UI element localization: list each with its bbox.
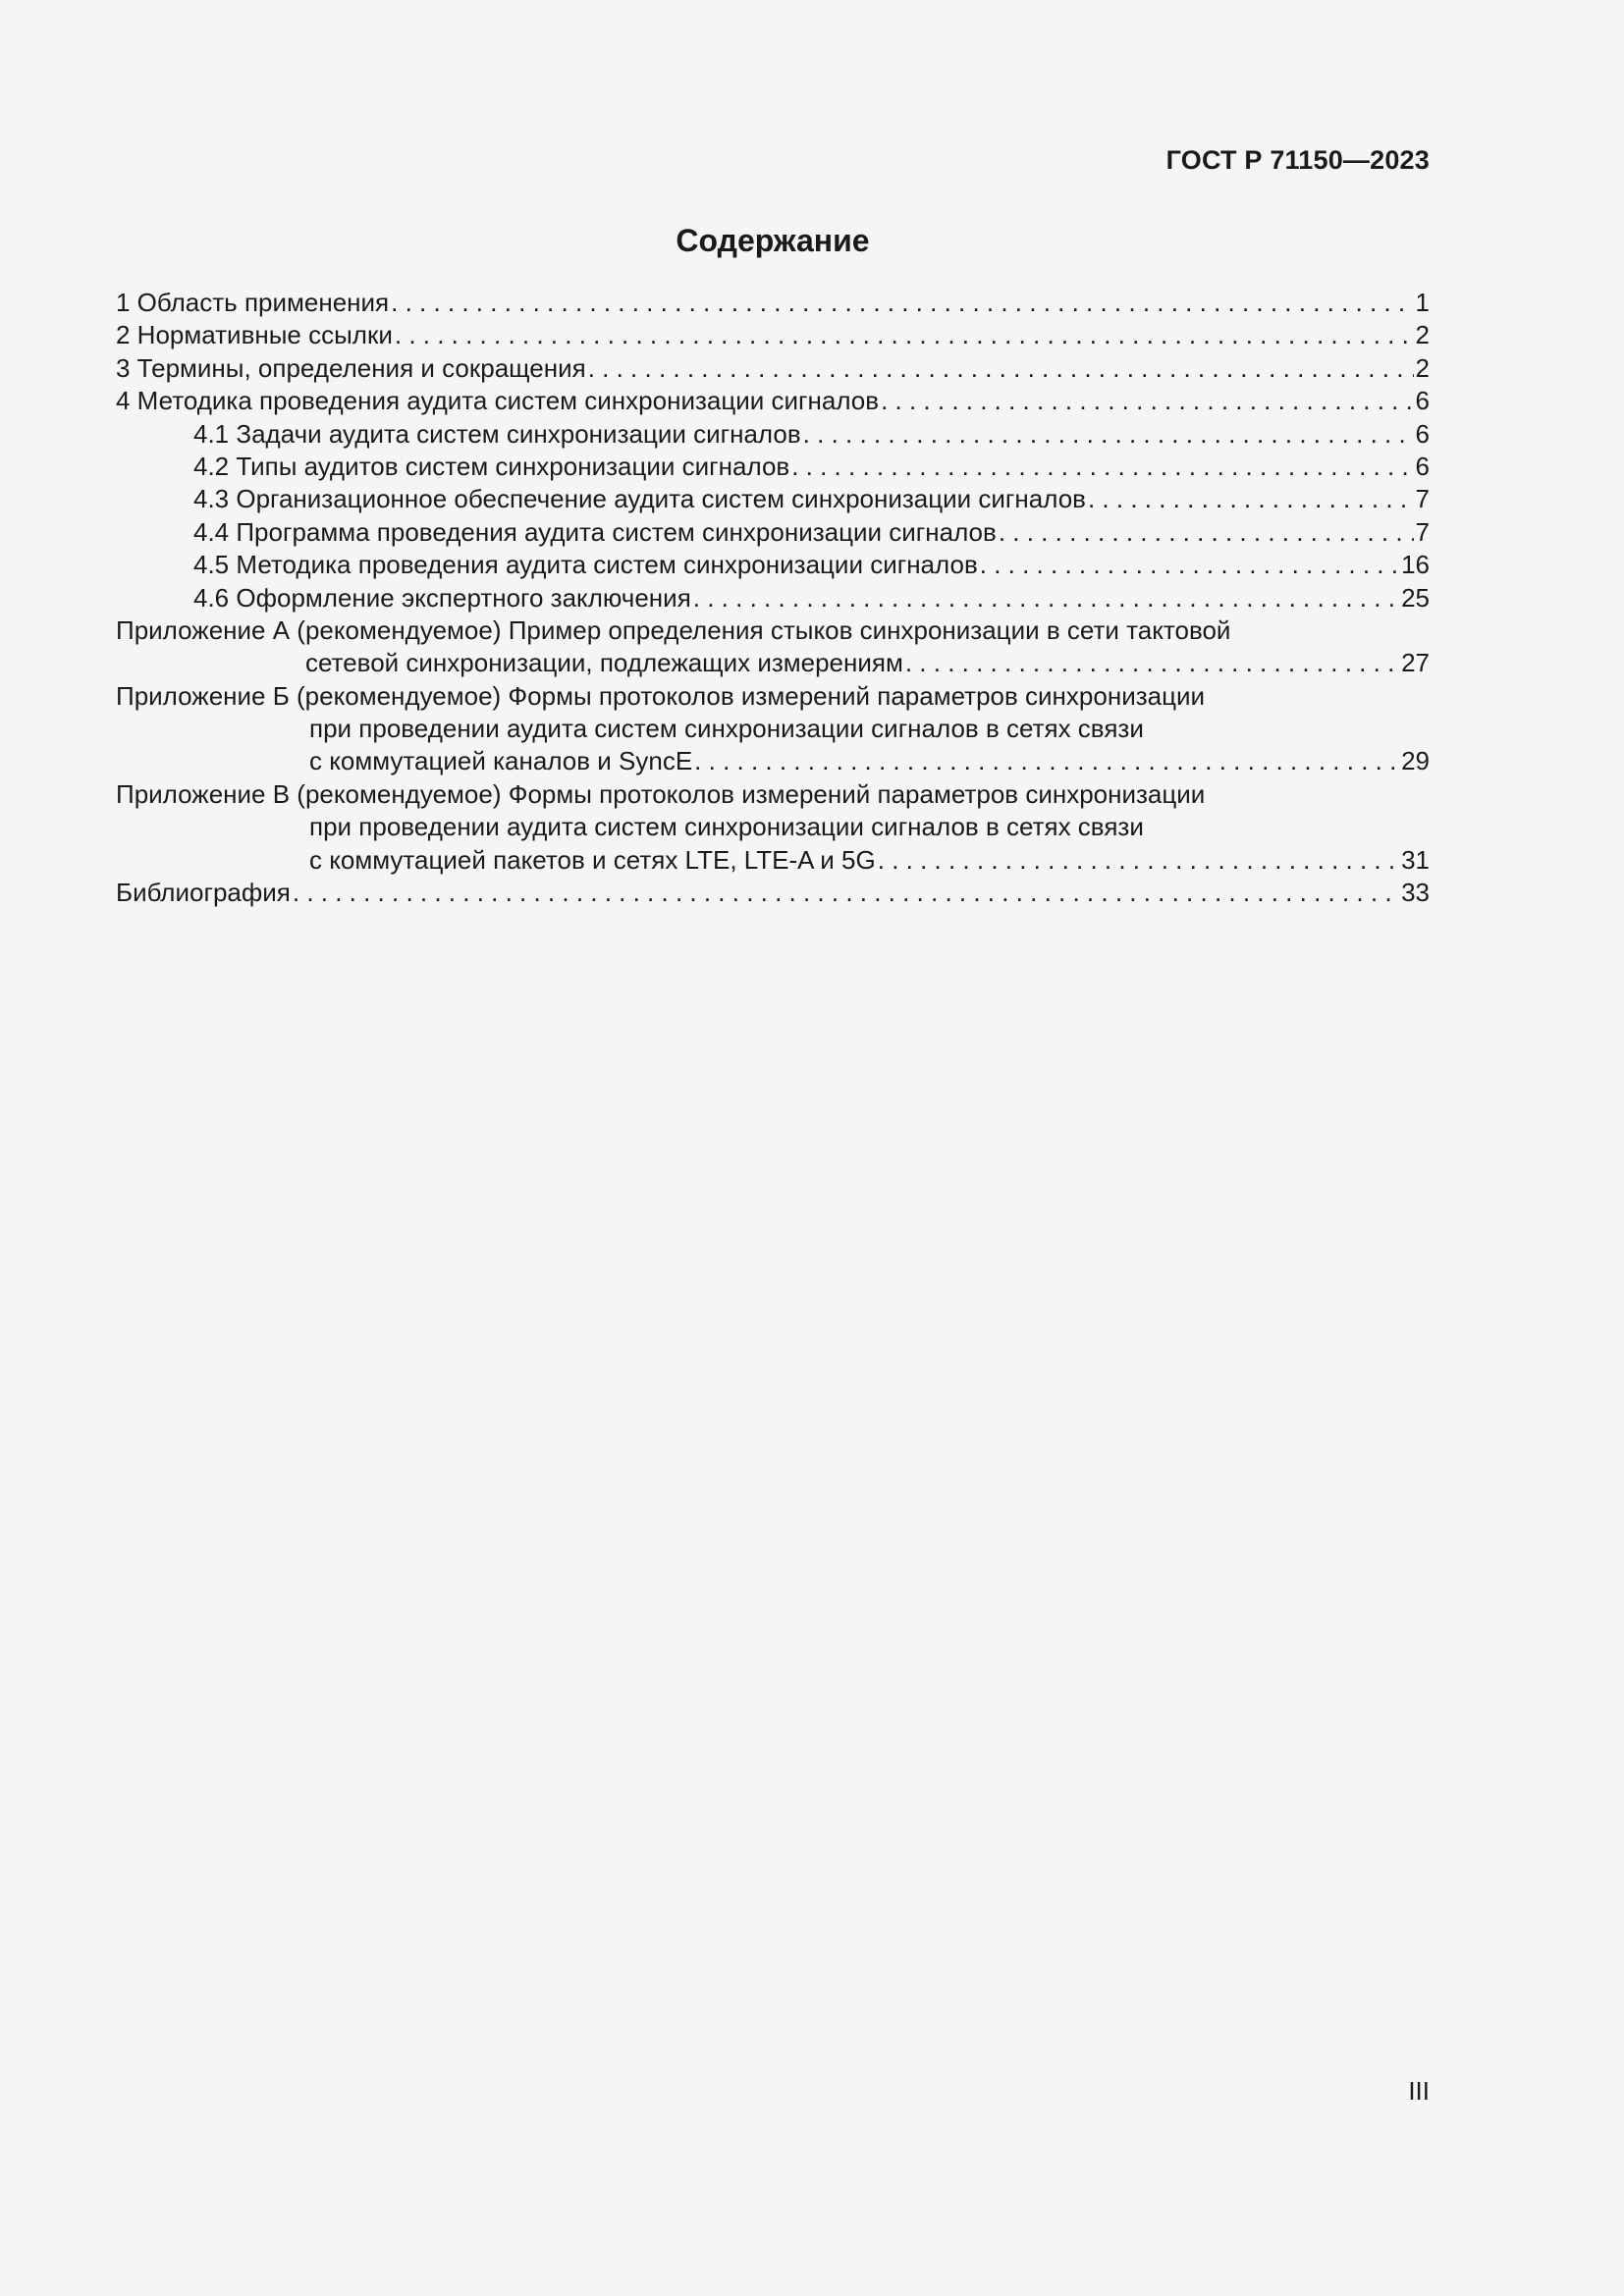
table-of-contents: [116, 287, 1430, 909]
toc-page-number: 7: [1415, 516, 1430, 547]
toc-entry[interactable]: [116, 778, 1430, 877]
toc-entry[interactable]: [116, 287, 1430, 319]
toc-page-number: 29: [1401, 746, 1430, 776]
toc-page-number: 16: [1401, 550, 1430, 580]
document-code: ГОСТ Р 71150—2023: [1165, 145, 1430, 175]
toc-entry[interactable]: [116, 680, 1430, 778]
toc-page-number: 6: [1415, 451, 1430, 481]
toc-entry[interactable]: [116, 582, 1430, 614]
toc-entry[interactable]: [116, 614, 1430, 680]
toc-entry[interactable]: [116, 483, 1430, 515]
toc-entry-label: 4 Методика проведения аудита систем синхронизации сигналов: [116, 386, 880, 416]
toc-entry-label: 2 Нормативные ссылки: [116, 320, 393, 350]
toc-page-number: 27: [1401, 648, 1430, 678]
toc-entry[interactable]: [116, 352, 1430, 385]
toc-entry[interactable]: [116, 516, 1430, 549]
toc-entry-label: 4.6 Оформление экспертного заключения: [193, 582, 691, 613]
toc-entry-label: с коммутацией пакетов и сетях LTE, LTE-A и 5G: [309, 844, 876, 875]
toc-entry[interactable]: [116, 319, 1430, 351]
toc-leader-dots: [694, 745, 1399, 777]
toc-page-number: 1: [1415, 288, 1430, 317]
toc-entry-label: сетевой синхронизации, подлежащих измерениям: [305, 648, 903, 678]
toc-leader-dots: [878, 844, 1399, 877]
toc-entry-label: Приложение А (рекомендуемое) Пример определения стыков синхронизации в сети тактовой: [116, 614, 1231, 645]
toc-entry[interactable]: [116, 549, 1430, 581]
toc-page-number: 33: [1401, 878, 1430, 908]
toc-entry-label: при проведении аудита систем синхронизации сигналов в сетях связи: [309, 812, 1144, 842]
toc-entry-label: Приложение В (рекомендуемое) Формы протоколов измерений параметров синхронизации: [116, 778, 1206, 809]
toc-entry[interactable]: [116, 385, 1430, 417]
toc-leader-dots: [905, 647, 1399, 679]
toc-leader-dots: [881, 385, 1413, 417]
toc-entry-label: Библиография: [116, 878, 291, 908]
toc-page-number: 6: [1415, 418, 1430, 449]
toc-entry-label: 3 Термины, определения и сокращения: [116, 352, 586, 383]
toc-entry-label: 4.4 Программа проведения аудита систем синхронизации сигналов: [193, 516, 997, 547]
toc-entry-label: 1 Область применения: [116, 288, 390, 317]
toc-leader-dots: [791, 451, 1413, 483]
toc-entry-label: с коммутацией каналов и SyncE: [309, 746, 693, 776]
toc-page-number: 2: [1415, 320, 1430, 350]
toc-page-number: 7: [1415, 484, 1430, 514]
toc-leader-dots: [999, 516, 1414, 549]
toc-entry-label: 4.2 Типы аудитов систем синхронизации сигналов: [193, 451, 790, 481]
toc-leader-dots: [693, 582, 1399, 614]
toc-entry-label: 4.1 Задачи аудита систем синхронизации сигналов: [193, 418, 801, 449]
toc-entry[interactable]: [116, 877, 1430, 909]
toc-entry-label: при проведении аудита систем синхронизации сигналов в сетях связи: [309, 714, 1144, 744]
toc-leader-dots: [395, 319, 1414, 351]
toc-page-number: 2: [1415, 352, 1430, 383]
toc-entry-label: 4.5 Методика проведения аудита систем синхронизации сигналов: [193, 550, 978, 580]
toc-leader-dots: [293, 877, 1399, 909]
toc-leader-dots: [391, 287, 1413, 319]
toc-entry-label: Приложение Б (рекомендуемое) Формы протоколов измерений параметров синхронизации: [116, 680, 1206, 711]
toc-page-number: 31: [1401, 844, 1430, 875]
toc-leader-dots: [588, 352, 1414, 385]
toc-page-number: 25: [1401, 582, 1430, 613]
page-number: III: [1408, 2076, 1430, 2106]
toc-entry[interactable]: [116, 451, 1430, 483]
toc-leader-dots: [1088, 483, 1414, 515]
toc-leader-dots: [803, 418, 1414, 451]
toc-page-number: 6: [1415, 386, 1430, 416]
toc-entry[interactable]: [116, 418, 1430, 451]
toc-title: Содержание: [676, 223, 870, 258]
toc-leader-dots: [980, 549, 1399, 581]
toc-entry-label: 4.3 Организационное обеспечение аудита систем синхронизации сигналов: [193, 484, 1086, 514]
